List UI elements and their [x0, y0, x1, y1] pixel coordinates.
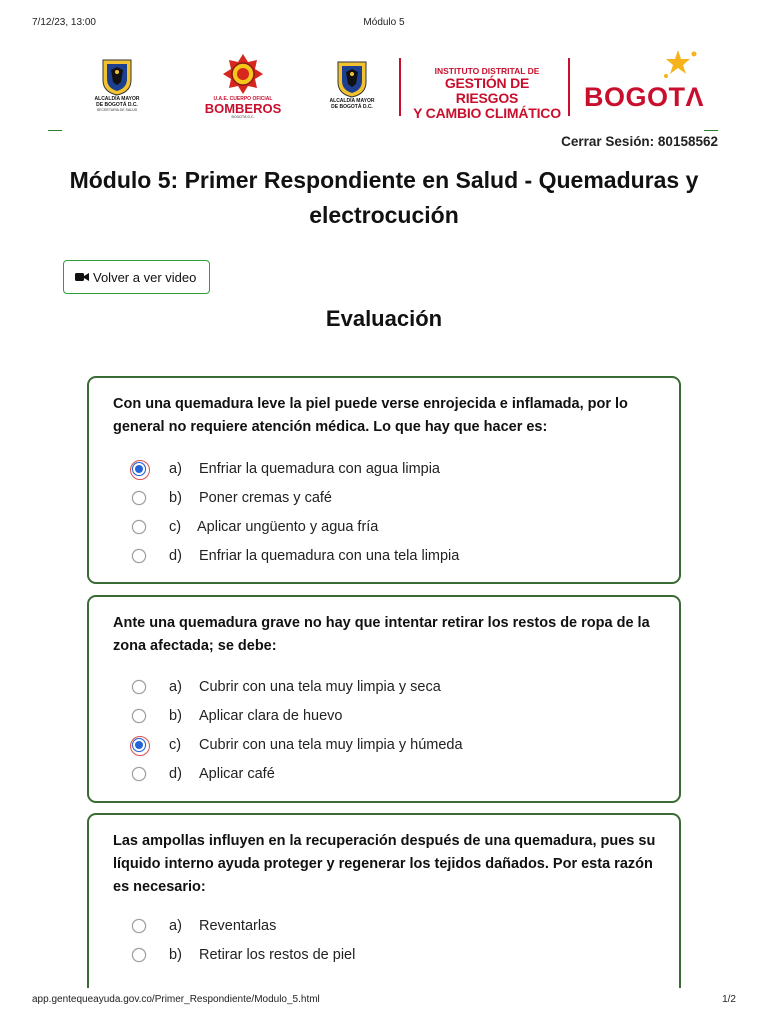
option-text: Enfriar la quemadura con una tela limpia	[199, 548, 460, 564]
answer-option[interactable]	[132, 916, 276, 936]
bogota-logo: BOGOTΛ	[580, 48, 698, 118]
answer-option[interactable]	[132, 546, 459, 566]
question-card	[87, 376, 681, 584]
answer-option[interactable]	[132, 488, 332, 508]
radio-button[interactable]	[132, 709, 146, 723]
alcaldia-caption: ALCALDÍA MAYOR DE BOGOTÁ D.C.	[94, 96, 140, 108]
header-accent-line	[48, 130, 62, 131]
option-letter: b)	[169, 947, 182, 963]
header-accent-line	[704, 130, 718, 131]
bogota-coat-of-arms-icon	[335, 60, 369, 98]
radio-button[interactable]	[132, 462, 146, 476]
option-text: Enfriar la quemadura con agua limpia	[199, 461, 440, 477]
option-letter: d)	[169, 766, 182, 782]
alcaldia2-caption: ALCALDÍA MAYOR DE BOGOTÁ D.C.	[329, 98, 375, 110]
print-footer	[32, 994, 736, 1008]
star-icon	[660, 48, 700, 84]
option-letter: d)	[169, 548, 182, 564]
option-text: Reventarlas	[199, 918, 277, 934]
radio-button[interactable]	[132, 680, 146, 694]
alcaldia-sub-caption: SECRETARÍA DE SALUD	[96, 108, 138, 112]
option-letter: a)	[169, 918, 182, 934]
option-text: Aplicar café	[199, 766, 275, 782]
logo-divider	[568, 58, 570, 116]
option-letter: a)	[169, 679, 182, 695]
option-letter: b)	[169, 490, 182, 506]
answer-option[interactable]	[132, 677, 441, 697]
bomberos-logo	[202, 40, 284, 130]
rewatch-video-label: Volver a ver video	[93, 269, 197, 285]
radio-button[interactable]	[132, 948, 146, 962]
radio-button[interactable]	[132, 520, 146, 534]
logo-divider	[399, 58, 401, 116]
print-url: app.gentequeayuda.gov.co/Primer_Respondiente/Modulo_5.html	[32, 994, 320, 1005]
firefighter-badge-icon	[221, 52, 265, 96]
option-text: Retirar los restos de piel	[199, 947, 356, 963]
radio-button[interactable]	[132, 491, 146, 505]
logo-banner	[62, 40, 706, 130]
question-text: Con una quemadura leve la piel puede verse enrojecida e inflamada, por lo general no requiere atención médica. Lo que hay que hacer es:	[113, 396, 628, 435]
video-camera-icon	[75, 272, 89, 282]
option-letter: a)	[169, 461, 182, 477]
answer-option[interactable]	[132, 706, 342, 726]
radio-button[interactable]	[132, 767, 146, 781]
print-title: Módulo 5	[363, 17, 405, 28]
answer-option[interactable]	[132, 735, 463, 755]
evaluation-title: Evaluación	[325, 306, 443, 331]
bomberos-sub-caption: BOGOTÁ D.C.	[231, 114, 255, 119]
idiger-logo: INSTITUTO DISTRITAL DE GESTIÓN DE RIESGOS Y CAMBIO CLIMÁTICO	[413, 66, 561, 121]
alcaldia-logo	[317, 40, 387, 130]
radio-button[interactable]	[132, 549, 146, 563]
answer-option[interactable]	[132, 945, 355, 965]
print-datetime: 7/12/23, 13:00	[32, 17, 96, 28]
alcaldia-secretaria-salud-logo	[82, 40, 152, 130]
bogota-coat-of-arms-icon	[100, 58, 134, 96]
option-letter: c)	[169, 737, 182, 753]
answer-option[interactable]	[132, 764, 275, 784]
option-letter: c)	[169, 519, 182, 535]
answer-option[interactable]	[132, 459, 440, 479]
logout-link[interactable]: Cerrar Sesión: 80158562	[561, 134, 718, 149]
bomberos-caption: U.A.E. CUERPO OFICIAL BOMBEROS	[204, 95, 282, 116]
option-text: Cubrir con una tela muy limpia y húmeda	[199, 737, 463, 753]
radio-button[interactable]	[132, 919, 146, 933]
question-card	[87, 595, 681, 803]
option-letter: b)	[169, 708, 182, 724]
option-text: Aplicar clara de huevo	[199, 708, 343, 724]
module-title: Módulo 5: Primer Respondiente en Salud - Quemaduras y electrocución	[69, 167, 699, 228]
rewatch-video-button[interactable]	[63, 260, 210, 294]
question-text: Las ampollas influyen en la recuperación después de una quemadura, pues su líquido interno ayuda proteger y regenerar los tejidos dañados. Por esta razón es necesario:	[113, 833, 656, 895]
print-page-number: 1/2	[722, 994, 736, 1005]
print-header	[32, 17, 736, 31]
option-text: Cubrir con una tela muy limpia y seca	[199, 679, 441, 695]
radio-button[interactable]	[132, 738, 146, 752]
option-text: Poner cremas y café	[199, 490, 332, 506]
option-text: Aplicar ungüento y agua fría	[197, 519, 379, 535]
question-text: Ante una quemadura grave no hay que intentar retirar los restos de ropa de la zona afectada; se debe:	[113, 615, 650, 654]
answer-option[interactable]	[132, 517, 378, 537]
